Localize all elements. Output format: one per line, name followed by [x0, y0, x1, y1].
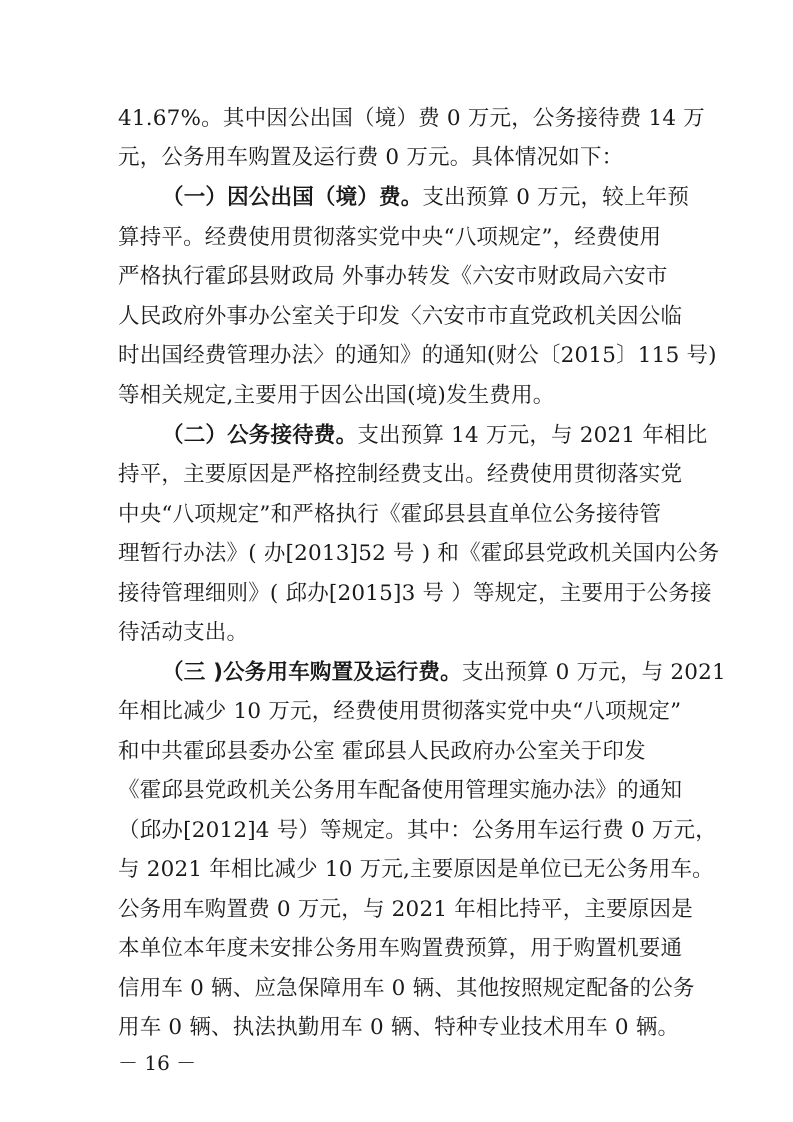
text-line-13: 接待管理细则》( 邱办[2015]3 号 ）等规定，主要用于公务接: [118, 581, 712, 606]
section-3-heading: （三 )公务用车购置及运行费。: [162, 660, 462, 685]
text-line-24: 用车 0 辆、执法执勤用车 0 辆、特种专业技术用车 0 辆。: [118, 1015, 680, 1040]
text-line-8: 等相关规定,主要用于因公出国(境)发生费用。: [118, 383, 555, 408]
page-number: － 16 －: [118, 1051, 197, 1075]
text-line-20: 与 2021 年相比减少 10 万元,主要原因是单位已无公务用车。: [118, 857, 714, 882]
section-3-first-line: [162, 658, 726, 688]
text-line-11: 中央“八项规定”和严格执行《霍邱县县直单位公务接待管: [118, 502, 662, 527]
section-1-first-line: [162, 183, 689, 213]
section-2-lead-text: 支出预算 14 万元，与 2021 年相比: [357, 423, 708, 448]
text-line-14: 待活动支出。: [118, 620, 249, 645]
text-line-2: 元，公务用车购置及运行费 0 万元。具体情况如下：: [118, 145, 624, 170]
text-line-5: 严格执行霍邱县财政局 外事办转发《六安市财政局六安市: [118, 264, 668, 289]
text-line-1: 41.67%。其中因公出国（境）费 0 万元，公务接待费 14 万: [118, 106, 705, 131]
text-line-16: 年相比减少 10 万元，经费使用贯彻落实党中央“八项规定”: [118, 699, 682, 724]
text-line-18: 《霍邱县党政机关公务用车配备使用管理实施办法》的通知: [118, 778, 683, 803]
text-line-6: 人民政府外事办公室关于印发〈六安市市直党政机关因公临: [118, 304, 683, 329]
text-line-19: （邱办[2012]4 号）等规定。其中：公务用车运行费 0 万元，: [118, 818, 717, 843]
text-line-21: 公务用车购置费 0 万元，与 2021 年相比持平，主要原因是: [118, 897, 693, 922]
text-line-10: 持平，主要原因是严格控制经费支出。经费使用贯彻落实党: [118, 462, 683, 487]
section-2-heading: （二）公务接待费。: [162, 423, 358, 448]
section-1-lead-text: 支出预算 0 万元，较上年预: [422, 185, 690, 210]
text-line-17: 和中共霍邱县委办公室 霍邱县人民政府办公室关于印发: [118, 739, 646, 764]
text-line-12: 理暂行办法》( 办[2013]52 号 ) 和《霍邱县党政机关国内公务: [118, 541, 720, 566]
section-3-lead-text: 支出预算 0 万元，与 2021: [461, 660, 726, 685]
text-line-22: 本单位本年度未安排公务用车购置费预算，用于购置机要通: [118, 936, 683, 961]
section-1-heading: （一）因公出国（境）费。: [162, 185, 423, 210]
text-line-7: 时出国经费管理办法〉的通知》的通知(财公〔2015〕115 号): [118, 343, 717, 368]
section-2-first-line: [162, 421, 707, 451]
text-line-23: 信用车 0 辆、应急保障用车 0 辆、其他按照规定配备的公务: [118, 976, 695, 1001]
text-line-4: 算持平。经费使用贯彻落实党中央“八项规定”，经费使用: [118, 225, 662, 250]
